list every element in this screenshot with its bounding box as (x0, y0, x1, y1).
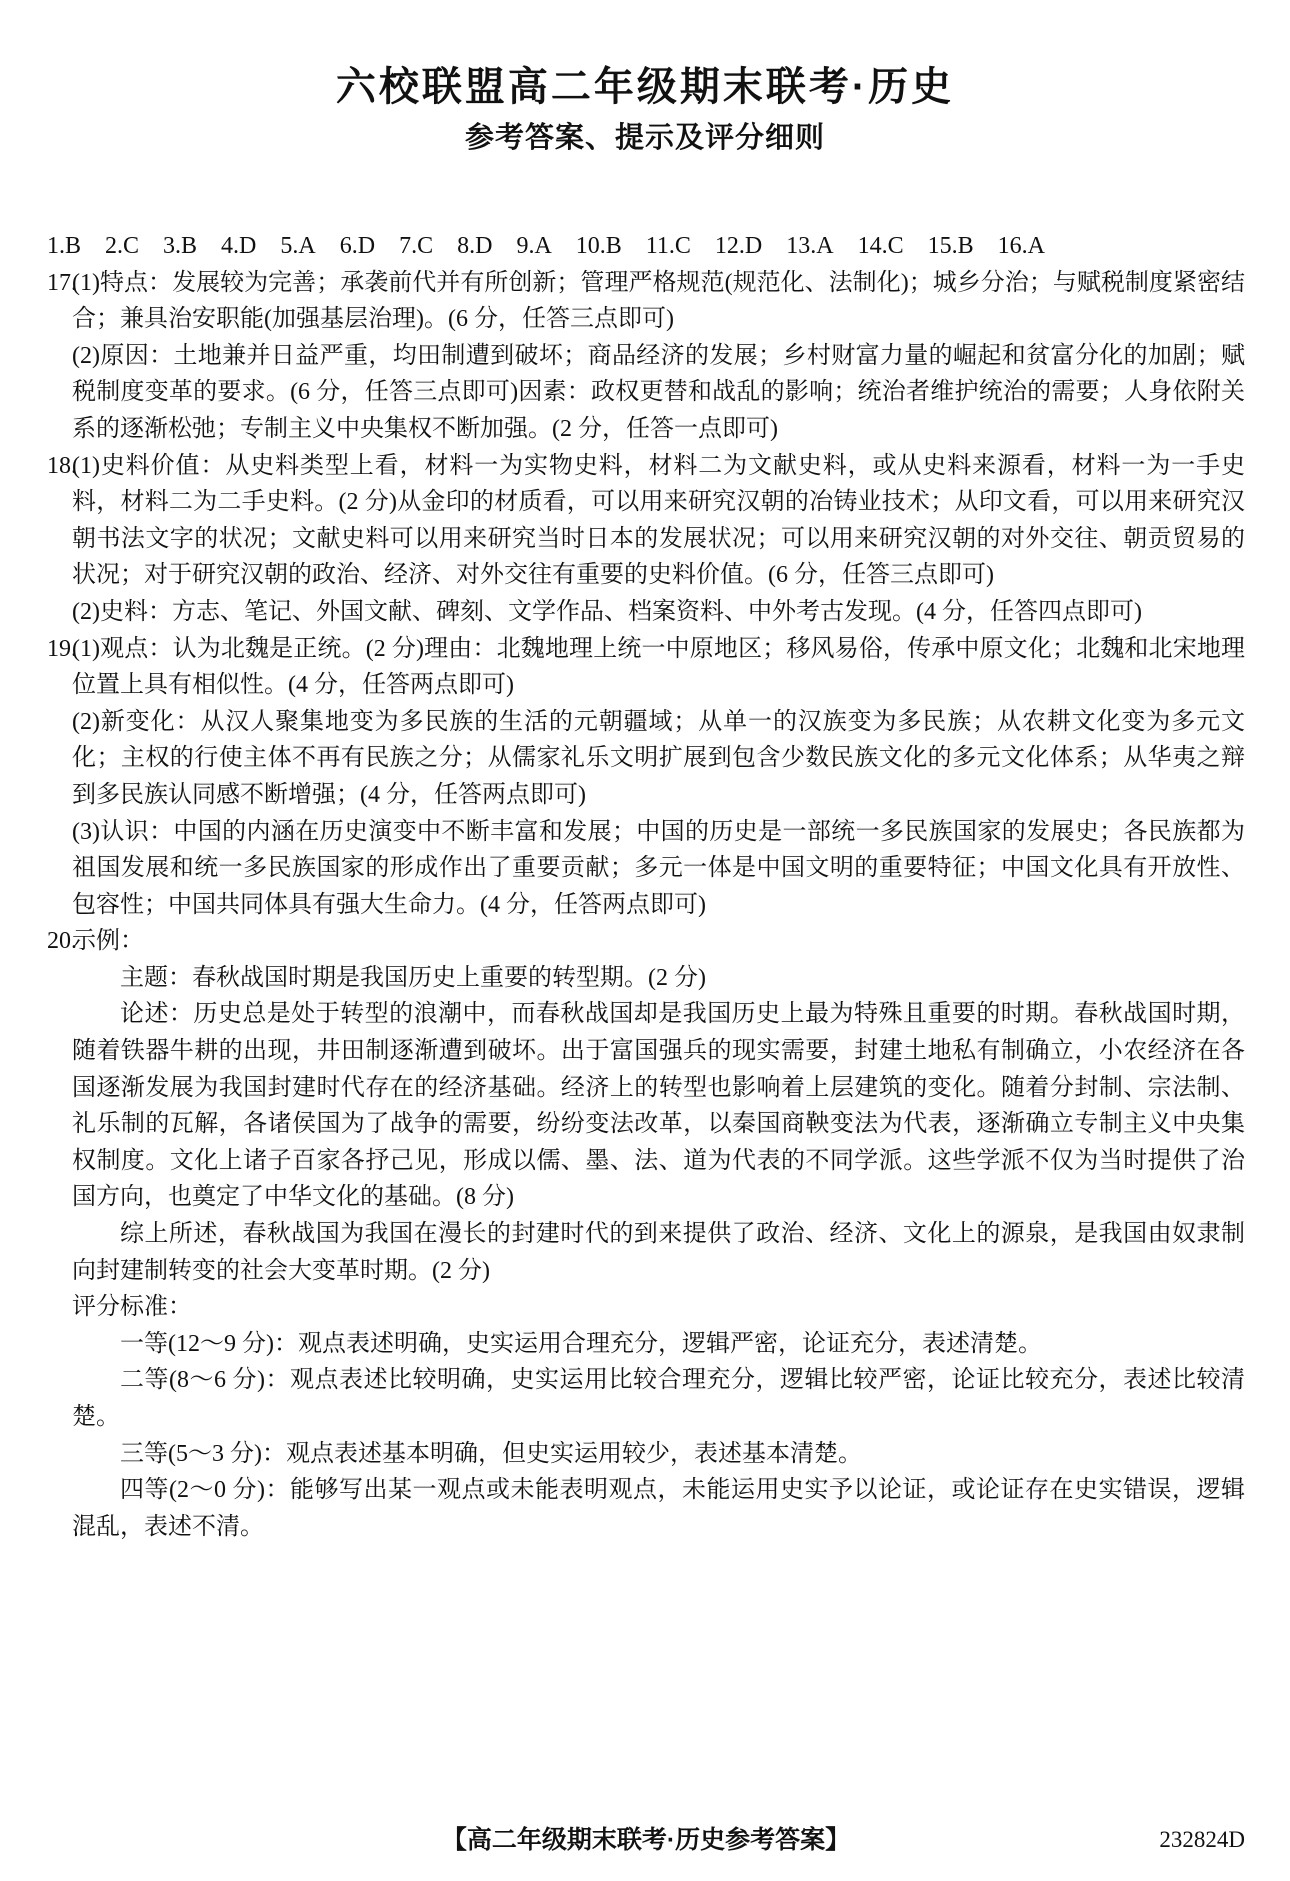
paragraph-text: (1)特点：发展较为完善；承袭前代并有所创新；管理严格规范(规范化、法制化)；城乡分治；与赋税制度紧密结合；兼具治安职能(加强基层治理)。(6 分，任答三点即可) (72, 269, 1245, 333)
choice-answer: 7.C (399, 233, 434, 259)
answer-paragraph (47, 338, 1245, 448)
paragraph-text: 四等(2～0 分)：能够写出某一观点或未能表明观点，未能运用史实予以论证，或论证存在史实错误，逻辑混乱，表述不清。 (72, 1477, 1245, 1540)
paragraph-text: 二等(8～6 分)：观点表述比较明确，史实运用比较合理充分，逻辑比较严密，论证比较充分，表述比较清楚。 (72, 1367, 1245, 1430)
paragraph-text: (1)观点：认为北魏是正统。(2 分)理由：北魏地理上统一中原地区；移风易俗，传承中原文化；北魏和北宋地理位置上具有相似性。(4 分，任答两点即可) (72, 635, 1245, 699)
answer-paragraph (47, 1289, 1245, 1326)
answer-paragraph (47, 923, 1245, 960)
footer-label: 【高二年级期末联考·历史参考答案】 (441, 1826, 851, 1854)
answer-body (47, 228, 1245, 1545)
question-number: 17. (47, 269, 77, 296)
answer-paragraph (47, 265, 1245, 338)
page-footer (47, 1820, 1245, 1860)
answer-item (47, 448, 1245, 631)
answer-paragraph (47, 996, 1245, 1216)
paragraph-text: 论述：历史总是处于转型的浪潮中，而春秋战国却是我国历史上最为特殊且重要的时期。春秋战国时期，随着铁器牛耕的出现，井田制逐渐遭到破坏。出于富国强兵的现实需要，封建土地私有制确立，小农经济在各国逐渐发展为我国封建时代存在的经济基础。经济上的转型也影响着上层建筑的变化。随着分封制、宗法制、礼乐制的瓦解，各诸侯国为了战争的需要，纷纷变法改革，以秦国商鞅变法为代表，逐渐确立专制主义中央集权制度。文化上诸子百家各抒己见，形成以儒、墨、法、道为代表的不同学派。这些学派不仅为当时提供了治国方向，也奠定了中华文化的基础。(8 分) (72, 1001, 1245, 1211)
paragraph-text: (2)原因：土地兼并日益严重，均田制遭到破坏；商品经济的发展；乡村财富力量的崛起和贫富分化的加剧；赋税制度变革的要求。(6 分，任答三点即可)因素：政权更替和战乱的影响；统治者维护统治的需要；人身依附关系的逐渐松弛；专制主义中央集权不断加强。(2 分，任答一点即可) (72, 342, 1245, 442)
answer-paragraph (47, 1436, 1245, 1473)
paragraph-text: (2)史料：方志、笔记、外国文献、碑刻、文学作品、档案资料、中外考古发现。(4 分，任答四点即可) (72, 598, 1142, 625)
question-number: 20. (47, 928, 77, 955)
paragraph-text: 综上所述，春秋战国为我国在漫长的封建时代的到来提供了政治、经济、文化上的源泉，是我国由奴隶制向封建制转变的社会大变革时期。(2 分) (72, 1221, 1245, 1284)
page-title: 六校联盟高二年级期末联考·历史 (335, 65, 955, 109)
answer-items (47, 265, 1245, 1546)
answer-paragraph (47, 1216, 1245, 1289)
answer-paragraph (47, 631, 1245, 704)
answer-paragraph (47, 960, 1245, 997)
choice-answer: 5.A (280, 233, 316, 259)
answer-item (47, 923, 1245, 1545)
paragraph-text: (2)新变化：从汉人聚集地变为多民族的生活的元朝疆域；从单一的汉族变为多民族；从农耕文化变为多元文化；主权的行使主体不再有民族之分；从儒家礼乐文明扩展到包含少数民族文化的多元文化体系；从华夷之辩到多民族认同感不断增强；(4 分，任答两点即可) (72, 708, 1245, 808)
choice-answer: 15.B (927, 233, 974, 259)
question-number: 19. (47, 635, 77, 662)
answer-item (47, 631, 1245, 924)
paragraph-text: 评分标准： (72, 1294, 192, 1321)
answer-paragraph (47, 704, 1245, 814)
choice-answer: 10.B (575, 233, 622, 259)
choice-answer: 4.D (221, 233, 257, 259)
choice-answer: 13.A (786, 233, 834, 259)
answer-paragraph (47, 594, 1245, 631)
choice-answer: 16.A (997, 233, 1045, 259)
choice-answers-row (47, 228, 1245, 265)
choice-answer: 12.D (714, 233, 763, 259)
paragraph-text: (1)史料价值：从史料类型上看，材料一为实物史料，材料二为文献史料，或从史料来源看，材料一为一手史料，材料二为二手史料。(2 分)从金印的材质看，可以用来研究汉朝的冶铸业技术；从印文看，可以用来研究汉朝书法文字的状况；文献史料可以用来研究当时日本的发展状况；可以用来研究汉朝的对外交往、朝贡贸易的状况；对于研究汉朝的政治、经济、对外交往有重要的史料价值。(6 分，任答三点即可) (72, 452, 1245, 589)
answer-paragraph (47, 1472, 1245, 1545)
footer-exam-code: 232824D (1159, 1827, 1245, 1852)
page-subtitle: 参考答案、提示及评分细则 (464, 122, 825, 154)
answer-paragraph (47, 448, 1245, 594)
paragraph-text: (3)认识：中国的内涵在历史演变中不断丰富和发展；中国的历史是一部统一多民族国家的发展史；各民族都为祖国发展和统一多民族国家的形成作出了重要贡献；多元一体是中国文明的重要特征；中国文化具有开放性、包容性；中国共同体具有强大生命力。(4 分，任答两点即可) (72, 818, 1245, 918)
choice-answer: 3.B (163, 233, 198, 259)
paragraph-text: 示例： (72, 928, 144, 955)
choice-answer: 11.C (645, 233, 691, 259)
paragraph-text: 主题：春秋战国时期是我国历史上重要的转型期。(2 分) (120, 964, 706, 991)
choice-answer: 14.C (857, 233, 904, 259)
choice-answer: 8.D (457, 233, 493, 259)
choice-answer: 2.C (105, 233, 140, 259)
paragraph-text: 一等(12～9 分)：观点表述明确，史实运用合理充分，逻辑严密，论证充分，表述清楚。 (120, 1330, 1042, 1357)
answer-paragraph (47, 1362, 1245, 1435)
page-header (0, 0, 1290, 155)
answer-item (47, 265, 1245, 448)
answer-paragraph (47, 1326, 1245, 1363)
choice-answer: 6.D (339, 233, 376, 259)
answer-paragraph (47, 814, 1245, 924)
choice-answer: 9.A (516, 233, 552, 259)
question-number: 18. (47, 452, 77, 479)
choice-answer: 1.B (47, 233, 82, 259)
paragraph-text: 三等(5～3 分)：观点表述基本明确，但史实运用较少，表述基本清楚。 (120, 1440, 862, 1467)
